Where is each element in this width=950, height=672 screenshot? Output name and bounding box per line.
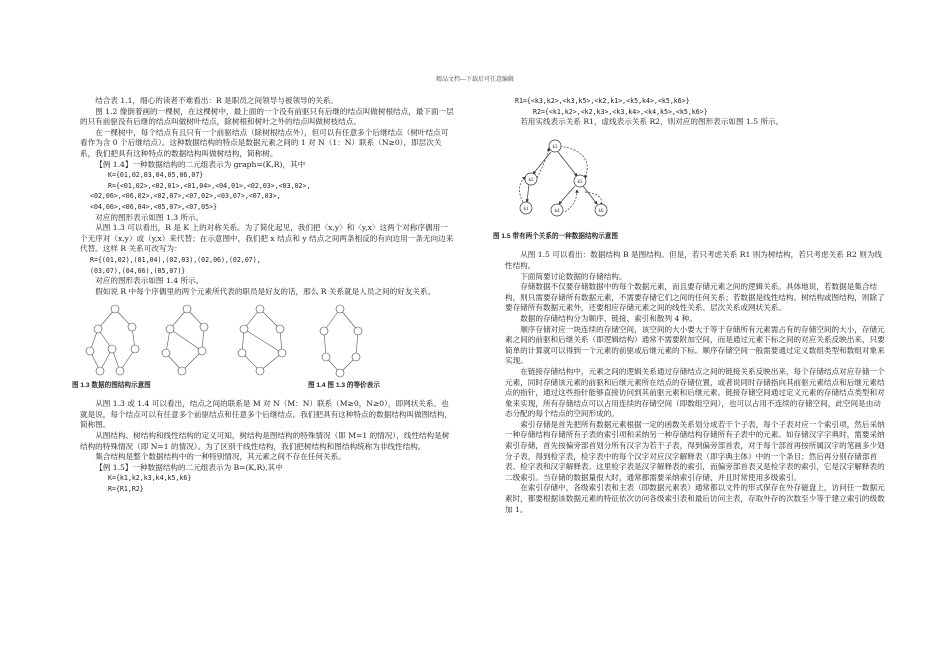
paragraph: 从图 1.3 可以看出，R 是 K 上的对称关系。为了简化起见，我们把〈x,y〉和〈y,x〉这两个对称序偶用一个无序对（x,y）或（y,x）来代替；在示意图中，我们把 x 结点和 y 结点之间两条相反的有向边用一条无向边来代替。这样 R 关系可改写为： <box>80 223 454 254</box>
code-line: R={<01,02>,<02,01>,<01,04>,<04,01>,<02,03>,<03,02>, <box>108 181 311 190</box>
figure-1-5 <box>505 132 885 230</box>
paragraph: 集合结构是整个数据结构中的一种特别情况，其元素之间不存在任何关系。 <box>95 452 346 462</box>
figure-1-4b-graph <box>310 301 380 379</box>
paragraph: 对应的图形表示如图 1.3 所示。 <box>95 212 204 222</box>
figure-captions <box>72 381 455 395</box>
paragraph: 图 1.2 像倒着画的一棵树，在这棵树中，最上面的一个没有前驱只有后继的结点叫做树根结点，最下面一层的只有前驱没有后继的结点叫做树叶结点，除树根和树叶之外的结点叫做树枝结点。 <box>80 106 454 127</box>
paragraph: 顺序存储对应一块连续的存储空间，该空间的大小要大于等于存储所有元素需占有的存储空间的大小，存储元素之间的前驱和后继关系（即逻辑结构）通常不需要附加空间，而是通过元素下标之间的对应关系反映出来，只要简单的计算就可以得到一个元素的前驱或后继元素的下标。顺序存储空间一般需要通过定义数组类型和数组对象来实现。 <box>505 324 885 366</box>
paragraph: 在链接存储结构中，元素之间的逻辑关系通过存储结点之间的链接关系反映出来，每个存储结点对应存储一个元素，同时存储该元素的前驱和后继元素所在结点的存储位置，或者说同时存储指向其前驱元素结点和后继元素结点的指针，通过这些指针能够直接访问到其前驱元素和后继元素。链接存储空间通过定义元素的存储结点类型和对象来实现，所有存储结点可以占用连续的存储空间（即数组空间），也可以占用不连续的存储空间，此空间是由动态分配的每个结点的空间形成的。 <box>505 366 885 419</box>
paragraph: 结合表 1.1，细心的读者不难看出：R 是职员之间领导与被领导的关系。 <box>95 96 339 105</box>
paragraph: 存储数据不仅要存储数据中的每个数据元素，而且要存储元素之间的逻辑关系。具体地说，若数据是集合结构，则只需要存储所有数据元素，不需要存储它们之间的任何关系；若数据是线性结构、树结构或图结构，则除了要存储所有数据元素外，还要相应存储元素之间的线性关系、层次关系或网状关系。 <box>505 282 885 313</box>
code-line: R={(01,02),(01,04),(02,03),(02,06),(02,07), <box>90 255 261 264</box>
paragraph: 对应的图形表示如图 1.4 所示。 <box>95 276 204 286</box>
paragraph: 在索引存储中，各级索引表和主表（即数据元素表）通常都以文件的形式保存在外存磁盘上，访问任一数据元素时，都要根据该数据元素的特征依次访问各级索引表和最后访问主表，存取外存的次数至少等于建立索引的级数加 1。 <box>505 483 885 514</box>
paragraph: 从图结构、树结构和线性结构的定义可知，树结构是图结构的特殊情况（即 M=1 的情况），线性结构是树结构的特殊情况（即 N=1 的情况）。为了区别于线性结构，我们把树结构和图结构统称为非线性结构。 <box>80 431 450 451</box>
figure-1-4-caption: 图 1.4 图 1.3 的等价表示 <box>308 382 380 390</box>
figure-row <box>80 301 455 381</box>
left-column <box>72 96 455 495</box>
example-heading: 【例 1.4】一种数据结构的二元组表示为 graph=(K,R)，其中 <box>95 159 306 169</box>
figure-1-3-caption: 图 1.3 数据的图结构示意图 <box>72 382 151 390</box>
paragraph: 假如说 R 中每个序偶里的两个元素所代表的职员是好友的话，那么 R 关系就是人员之间的好友关系。 <box>95 286 436 296</box>
relation-r2: R2={<k1,k2>,<k2,k3>,<k3,k4>,<k4,k5>,<k5,k6>} <box>533 107 708 116</box>
code-line: K={01,02,03,04,05,06,07} <box>108 171 204 180</box>
figure-1-5-caption: 图 1.5 带有两个关系的一种数据结构示意图 <box>493 232 618 240</box>
paragraph: 数据的存储结构分为顺序、链接、索引和散列 4 种。 <box>520 313 697 323</box>
paragraph: 索引存储是首先把所有数据元素根据一定的函数关系划分成若干个子表，每个子表对应一个索引项，然后采纳一种存储结构存储所有子表的索引项和采纳另一种存储结构存储所有子表中的元素。如存储汉字字典时，需要采纳索引存储，首先按偏旁部首划分所有汉字为若干子表，得到偏旁部首表，对于每个部首再按所属汉字的笔画多少划分子表，得到检字表，检字表中的每个汉字对应汉字解释表（即字典主体）中的一个条目；然后再分别存储部首表、检字表和汉字解释表。这里检字表是汉字解释表的索引，而偏旁部首表又是检字表的索引，它是汉字解释表的二级索引。当存储的数据量很大时，通常都需要采纳索引存储，并且时常使用多级索引。 <box>505 419 885 482</box>
example-heading: 【例 1.5】一种数据结构的二元组表示为 B=(K,R),其中 <box>95 462 283 472</box>
figure-1-4a-graph <box>230 301 300 379</box>
node-k1-label: k1 <box>523 206 529 212</box>
paragraph: 从图 1.3 或 1.4 可以看出，结点之间的联系是 M 对 N（M：N）联系（M≥0，N≥0），即网状关系。也就是说，每个结点可以有任意多个前驱结点和任意多个后继结点。我们把具有这种特点的数据结构叫做图结构，简称图。 <box>80 399 453 430</box>
figure-1-3b-graph <box>152 301 222 379</box>
code-line: <02,06>,<06,02>,<02,07>,<07,02>,<03,07>,<07,03>, <box>90 192 281 201</box>
code-line: <04,06>,<06,04>,<05,07>,<07,05>} <box>90 202 218 211</box>
code-line: K={k1,k2,k3,k4,k5,k6} <box>108 474 192 483</box>
paragraph: 下面简要讨论数据的存储结构。 <box>520 271 627 281</box>
relation-r1: R1={<k3,k2>,<k3,k5>,<k2,k1>,<k5,k4>,<k5,k6>} <box>515 97 690 105</box>
paragraph: 从图 1.5 可以看出：数据结构 B 是图结构。但是，若只考虑关系 R1 则为树结构，若只考虑关系 R2 则为线性结构。 <box>505 250 882 270</box>
node-k2-label: k2 <box>528 177 534 183</box>
right-column <box>493 96 885 515</box>
paragraph: 若用实线表示关系 R1，虚线表示关系 R2，则对应的图形表示如图 1.5 所示。 <box>520 117 784 127</box>
page-header: 精品文档---下载后可任意编辑 <box>435 76 515 83</box>
figure-1-3a-graph <box>80 301 150 379</box>
code-line: R={R1,R2} <box>108 485 144 494</box>
node-k4-label: k4 <box>554 208 560 214</box>
code-line: (03,07),(04,06),(05,07)} <box>90 266 186 275</box>
paragraph: 在一棵树中，每个结点有且只有一个前驱结点（除树根结点外），但可以有任意多个后继结点（树叶结点可看作为含 0 个后继结点）。这种数据结构的特点是数据元素之间的 1 对 N（1：N）联系（N≥0），即层次关系，我们把具有这种特点的数据结构叫做树结构，简称树。 <box>80 127 449 158</box>
node-k5-label: k5 <box>577 179 583 185</box>
node-k3-label: k3 <box>552 144 558 150</box>
node-k6-label: k6 <box>598 208 604 214</box>
figure-1-5-graph <box>515 132 625 228</box>
